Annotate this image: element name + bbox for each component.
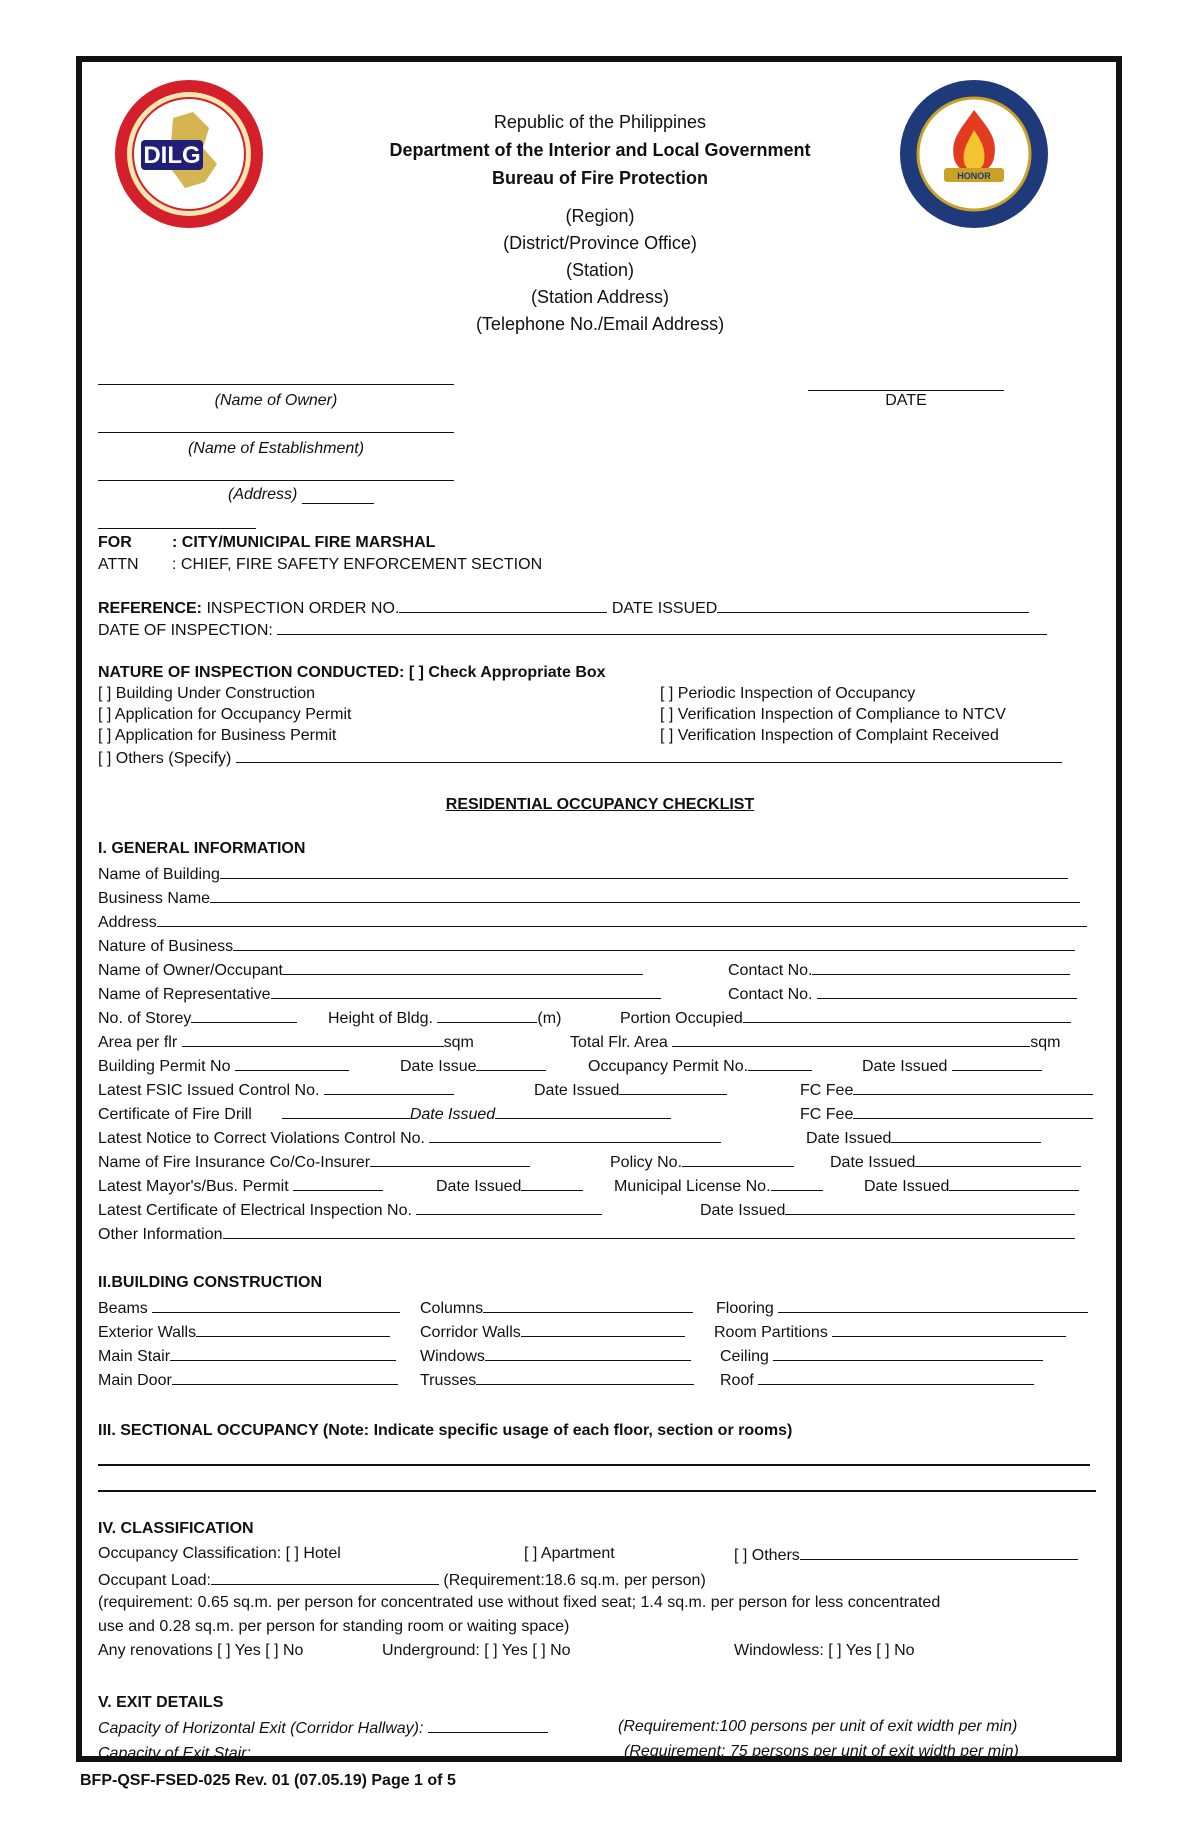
occ-class-hotel[interactable]: Occupancy Classification: [ ] Hotel (98, 1545, 341, 1562)
roof-label: Roof (720, 1372, 759, 1389)
date-issue-field[interactable] (476, 1056, 546, 1071)
exit-stair-field[interactable] (281, 1743, 579, 1758)
occ-class-others-row (734, 1545, 1078, 1565)
establishment-line[interactable] (98, 432, 454, 433)
representative-row (98, 984, 661, 1004)
exit-stair-req: (Requirement: 75 persons per unit of exit width per min) (624, 1743, 1019, 1760)
extra-line (98, 528, 256, 529)
windowless-option[interactable]: Windowless: [ ] Yes [ ] No (734, 1642, 915, 1659)
header-republic: Republic of the Philippines (493, 112, 707, 132)
reference-label: REFERENCE: (98, 600, 203, 617)
header-station: (Station) (565, 260, 635, 280)
opt-others-row (98, 748, 1062, 768)
exit-stair-row (98, 1743, 579, 1763)
ntcv-field[interactable] (429, 1128, 721, 1143)
construction-title: II.BUILDING CONSTRUCTION (98, 1274, 322, 1291)
area-row (98, 1032, 474, 1052)
other-info-label: Other Information (98, 1226, 223, 1243)
address-field[interactable] (157, 912, 1087, 927)
date-issued-b-field[interactable] (619, 1080, 727, 1095)
fire-drill-field[interactable] (282, 1104, 410, 1119)
owner-label: (Name of Owner) (214, 392, 338, 409)
date-issued-a-field[interactable] (952, 1056, 1042, 1071)
date-issued-e-label: Date Issued (436, 1178, 522, 1195)
date-issued-f-row (864, 1176, 1079, 1196)
building-permit-row (98, 1056, 349, 1076)
portion-label: Portion Occupied (620, 1010, 743, 1027)
requirement-line-2: use and 0.28 sq.m. per person for standing room or waiting space) (98, 1618, 570, 1635)
occ-class-others[interactable]: [ ] Others (734, 1547, 800, 1564)
owner-line[interactable] (98, 384, 454, 385)
svg-text:DILG: DILG (143, 142, 201, 169)
reference-row (98, 598, 1029, 618)
trusses-label: Trusses (420, 1372, 477, 1389)
height-row (328, 1008, 561, 1028)
ceiling-row (720, 1346, 1043, 1366)
address-field-label: Address (98, 914, 157, 931)
nature-business-label: Nature of Business (98, 938, 234, 955)
windows-field[interactable] (485, 1346, 691, 1361)
occupancy-permit-label: Occupancy Permit No. (588, 1058, 749, 1075)
exterior-field[interactable] (196, 1322, 390, 1337)
address-row (98, 912, 1087, 932)
occupant-load-req: (Requirement:18.6 sq.m. per person) (443, 1572, 706, 1589)
columns-label: Columns (420, 1300, 484, 1317)
date-issued-g-row (700, 1200, 1075, 1220)
area-field[interactable] (182, 1032, 444, 1047)
occupant-load-field[interactable] (211, 1570, 439, 1585)
stair-field[interactable] (170, 1346, 396, 1361)
order-no-field[interactable] (399, 598, 607, 613)
beams-label: Beams (98, 1300, 153, 1317)
contact2-field[interactable] (817, 984, 1077, 999)
policy-field[interactable] (682, 1152, 794, 1167)
trusses-row (420, 1370, 694, 1390)
contact2-label: Contact No. (728, 986, 817, 1003)
building-permit-label: Building Permit No (98, 1058, 235, 1075)
establishment-label: (Name of Establishment) (187, 440, 365, 457)
area-sqm: sqm (443, 1034, 474, 1051)
fc-fee-row (800, 1080, 1093, 1100)
building-permit-field[interactable] (235, 1056, 349, 1071)
municipal-label: Municipal License No. (614, 1178, 771, 1195)
total-area-label: Total Flr. Area (570, 1034, 673, 1051)
classification-title: IV. CLASSIFICATION (98, 1520, 254, 1537)
fc-fee-field[interactable] (853, 1080, 1093, 1095)
building-name-label: Name of Building (98, 866, 220, 883)
date-issued-c-field[interactable] (891, 1128, 1041, 1143)
opt-complaint[interactable]: [ ] Verification Inspection of Complaint Received (660, 727, 999, 744)
door-label: Main Door (98, 1372, 172, 1389)
form-footer: BFP-QSF-FSED-025 Rev. 01 (07.05.19) Page 1 of 5 (80, 1772, 456, 1789)
occ-class-others-field[interactable] (800, 1545, 1078, 1560)
occ-class-apartment[interactable]: [ ] Apartment (524, 1545, 615, 1562)
address-line[interactable] (98, 480, 454, 481)
occupancy-permit-row (588, 1056, 812, 1076)
roof-row (720, 1370, 1034, 1390)
requirement-line-1: (requirement: 0.65 sq.m. per person for concentrated use without fixed seat; 1.4 sq.m. per person for less concentrated (98, 1594, 941, 1611)
occupant-load-row (98, 1570, 706, 1590)
municipal-row (614, 1176, 823, 1196)
nature-business-row (98, 936, 1075, 956)
fire-drill-date-label: Date Issued (409, 1106, 496, 1123)
ntcv-row (98, 1128, 721, 1148)
mayors-field[interactable] (293, 1176, 383, 1191)
mayors-row (98, 1176, 383, 1196)
windows-row (420, 1346, 691, 1366)
horizontal-exit-label: Capacity of Horizontal Exit (Corridor Hallway): (98, 1720, 428, 1737)
date-issued-b-label: Date Issued (534, 1082, 620, 1099)
ntcv-label: Latest Notice to Correct Violations Control No. (98, 1130, 430, 1147)
portion-field[interactable] (743, 1008, 1071, 1023)
door-field[interactable] (172, 1370, 398, 1385)
fire-drill-label: Certificate of Fire Drill (98, 1106, 252, 1123)
fc-fee2-label: FC Fee (800, 1106, 854, 1123)
ceiling-field[interactable] (773, 1346, 1043, 1361)
policy-label: Policy No. (610, 1154, 683, 1171)
exit-title: V. EXIT DETAILS (98, 1694, 224, 1711)
exit-stair-label: Capacity of Exit Stair: (98, 1745, 256, 1762)
horizontal-exit-req: (Requirement:100 persons per unit of exit width per min) (618, 1718, 1018, 1735)
building-name-row (98, 864, 1068, 884)
meter-label: (m) (537, 1010, 562, 1027)
total-area-field[interactable] (672, 1032, 1030, 1047)
owner-occupant-label: Name of Owner/Occupant (98, 962, 283, 979)
owner-occupant-field[interactable] (283, 960, 643, 975)
owner-occupant-row (98, 960, 643, 980)
electrical-row (98, 1200, 602, 1220)
contact-label: Contact No. (728, 962, 813, 979)
columns-field[interactable] (483, 1298, 693, 1313)
fsic-field[interactable] (324, 1080, 454, 1095)
electrical-label: Latest Certificate of Electrical Inspection No. (98, 1202, 417, 1219)
sectional-line-2[interactable] (98, 1490, 1096, 1492)
partitions-field[interactable] (832, 1322, 1066, 1337)
nature-title-row (98, 664, 606, 682)
date-issued-c-label: Date Issued (806, 1130, 892, 1147)
exterior-label: Exterior Walls (98, 1324, 197, 1341)
date-issued-g-label: Date Issued (700, 1202, 786, 1219)
exterior-row (98, 1322, 390, 1342)
municipal-field[interactable] (771, 1176, 823, 1191)
representative-label: Name of Representative (98, 986, 271, 1003)
date-issue-label: Date Issue (400, 1058, 477, 1075)
date-issued-a-label: Date Issued (862, 1058, 952, 1075)
other-info-field[interactable] (223, 1224, 1075, 1239)
contact2-row (728, 984, 1077, 1004)
order-no-label: INSPECTION ORDER NO. (206, 600, 400, 617)
attn-label: ATTN (98, 556, 139, 573)
horizontal-exit-row (98, 1718, 548, 1738)
roof-field[interactable] (758, 1370, 1034, 1385)
corridor-field[interactable] (521, 1322, 685, 1337)
renovations-option[interactable]: Any renovations [ ] Yes [ ] No (98, 1642, 304, 1659)
sectional-note: Note: Indicate specific usage of each floor, section or rooms) (328, 1422, 793, 1439)
date-issue-row (400, 1056, 546, 1076)
opt-occupancy-permit[interactable]: [ ] Application for Occupancy Permit (98, 706, 352, 723)
sectional-title: III. SECTIONAL OCCUPANCY ( (98, 1422, 329, 1439)
flooring-field[interactable] (778, 1298, 1088, 1313)
opt-ntcv[interactable]: [ ] Verification Inspection of Compliance to NTCV (660, 706, 1006, 723)
header-district: (District/Province Office) (503, 233, 697, 253)
inspection-date-label: DATE OF INSPECTION: (98, 622, 278, 639)
header-bureau: Bureau of Fire Protection (491, 168, 709, 188)
area-label: Area per flr (98, 1034, 182, 1051)
nature-title: NATURE OF INSPECTION CONDUCTED: (98, 664, 409, 681)
beams-row (98, 1298, 400, 1318)
height-field[interactable] (437, 1008, 537, 1023)
date-issued-d-label: Date Issued (830, 1154, 916, 1171)
other-info-row (98, 1224, 1075, 1244)
stair-label: Main Stair (98, 1348, 171, 1365)
date-issued-e-field[interactable] (521, 1176, 583, 1191)
inspection-date-row (98, 620, 1047, 640)
date-issued-b-row (534, 1080, 727, 1100)
insurance-label: Name of Fire Insurance Co/Co-Insurer (98, 1154, 371, 1171)
electrical-field[interactable] (416, 1200, 602, 1215)
business-name-field[interactable] (210, 888, 1080, 903)
date-issued-field[interactable] (717, 598, 1029, 613)
policy-row (610, 1152, 794, 1172)
header-region: (Region) (565, 206, 635, 226)
date-issued-a-row (862, 1056, 1042, 1076)
address-line-tail (302, 503, 374, 504)
fsic-row (98, 1080, 454, 1100)
for-label: FOR (98, 534, 132, 551)
date-issued-c-row (806, 1128, 1041, 1148)
contact-field[interactable] (812, 960, 1070, 975)
storey-field[interactable] (191, 1008, 297, 1023)
horizontal-exit-field[interactable] (428, 1718, 548, 1733)
general-title: I. GENERAL INFORMATION (98, 840, 306, 857)
contact-row (728, 960, 1070, 980)
date-issued-f-label: Date Issued (864, 1178, 950, 1195)
occupant-load-label: Occupant Load: (98, 1572, 211, 1589)
total-area-sqm: sqm (1030, 1034, 1061, 1051)
opt-business-permit[interactable]: [ ] Application for Business Permit (98, 727, 337, 744)
opt-periodic[interactable]: [ ] Periodic Inspection of Occupancy (660, 685, 916, 702)
total-area-row (570, 1032, 1061, 1052)
ceiling-label: Ceiling (720, 1348, 774, 1365)
opt-others[interactable]: [ ] Others (Specify) (98, 750, 236, 767)
fc-fee2-field[interactable] (853, 1104, 1093, 1119)
nature-hint: [ ] Check Appropriate Box (408, 664, 606, 681)
checklist-title: RESIDENTIAL OCCUPANCY CHECKLIST (445, 796, 755, 813)
corridor-row (420, 1322, 685, 1342)
beams-field[interactable] (152, 1298, 400, 1313)
occupancy-permit-field[interactable] (748, 1056, 812, 1071)
page-frame (76, 56, 1122, 1762)
building-name-field[interactable] (220, 864, 1068, 879)
fire-drill-date-field[interactable] (495, 1104, 671, 1119)
header-department: Department of the Interior and Local Government (389, 140, 811, 160)
sectional-line-1[interactable] (98, 1464, 1090, 1466)
nature-business-field[interactable] (233, 936, 1075, 951)
svg-text:HONOR: HONOR (957, 171, 991, 181)
address-label: (Address) (228, 486, 298, 503)
mayors-label: Latest Mayor's/Bus. Permit (98, 1178, 294, 1195)
inspection-date-field[interactable] (277, 620, 1047, 635)
representative-field[interactable] (271, 984, 661, 999)
date-issued-f-field[interactable] (949, 1176, 1079, 1191)
date-issued-d-row (830, 1152, 1081, 1172)
flooring-label: Flooring (716, 1300, 779, 1317)
others-specify-field[interactable] (236, 748, 1062, 763)
partitions-label: Room Partitions (714, 1324, 833, 1341)
business-name-row (98, 888, 1080, 908)
height-label: Height of Bldg. (328, 1010, 438, 1027)
fire-drill-row (98, 1104, 671, 1124)
stair-row (98, 1346, 396, 1366)
partitions-row (714, 1322, 1066, 1342)
insurance-field[interactable] (370, 1152, 530, 1167)
date-issued-e-row (436, 1176, 583, 1196)
date-label: DATE (885, 392, 927, 409)
corridor-label: Corridor Walls (420, 1324, 521, 1341)
opt-building-under-construction[interactable]: [ ] Building Under Construction (98, 685, 315, 702)
fsic-label: Latest FSIC Issued Control No. (98, 1082, 324, 1099)
underground-option[interactable]: Underground: [ ] Yes [ ] No (382, 1642, 571, 1659)
header-station-address: (Station Address) (530, 287, 670, 307)
fc-fee2-row (800, 1104, 1093, 1124)
storey-label: No. of Storey (98, 1010, 192, 1027)
trusses-field[interactable] (476, 1370, 694, 1385)
columns-row (420, 1298, 693, 1318)
date-issued-label: DATE ISSUED (611, 600, 718, 617)
date-issued-g-field[interactable] (785, 1200, 1075, 1215)
portion-row (620, 1008, 1071, 1028)
flooring-row (716, 1298, 1088, 1318)
for-value: : CITY/MUNICIPAL FIRE MARSHAL (172, 534, 436, 551)
date-issued-d-field[interactable] (915, 1152, 1081, 1167)
business-name-label: Business Name (98, 890, 211, 907)
attn-value: : CHIEF, FIRE SAFETY ENFORCEMENT SECTION (172, 556, 543, 573)
sectional-title-row (98, 1422, 792, 1440)
door-row (98, 1370, 398, 1390)
date-line[interactable] (808, 390, 1004, 391)
storey-row (98, 1008, 297, 1028)
header-contact: (Telephone No./Email Address) (475, 314, 725, 334)
windows-label: Windows (420, 1348, 485, 1365)
insurance-row (98, 1152, 530, 1172)
fc-fee-label: FC Fee (800, 1082, 854, 1099)
